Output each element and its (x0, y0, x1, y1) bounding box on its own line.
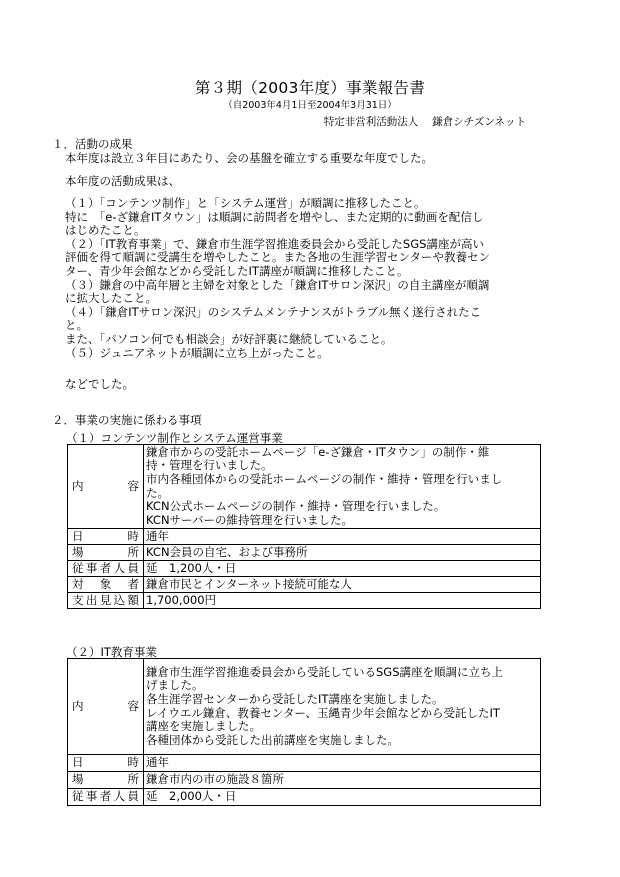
value-line: げました。 (146, 678, 204, 693)
report-title: 第３期（2003年度）事業報告書 (194, 79, 426, 97)
row-value (144, 659, 541, 755)
table-row (68, 593, 541, 609)
report-period: （自2003年4月1日至2004年3月31日） (223, 100, 397, 111)
it-education-table (67, 658, 541, 806)
achievement-line: と。 (65, 318, 88, 333)
row-label: 日 時 (68, 529, 144, 545)
achievement-line: に拡大したこと。 (65, 291, 157, 306)
organization-type: 特定非営利活動法人 (323, 116, 419, 128)
achievement-line: 評価を得て順調に受講生を増やしたこと。また各地の生涯学習センターや教養セン (65, 250, 491, 265)
table-row (68, 755, 541, 772)
value-line: レイウエル鎌倉、教養センター、玉縄青少年会館などから受託したIT (146, 705, 500, 720)
table-row (68, 772, 541, 789)
row-value: 1,700,000円 (144, 593, 541, 609)
row-label: 内 容 (68, 659, 144, 755)
table-row (68, 577, 541, 593)
achievement-line: （５）ジュニアネットが順調に立ち上がったこと。 (65, 345, 329, 360)
content-production-table (67, 444, 541, 609)
table2-caption: （２）IT教育事業 (66, 645, 157, 659)
table-row (68, 445, 541, 529)
achievement-list (65, 197, 490, 360)
section1-closing: などでした。 (65, 377, 134, 391)
row-label: 場 所 (68, 772, 144, 789)
row-value: 延 1,200人・日 (144, 561, 541, 577)
row-value (144, 445, 541, 529)
table-row (68, 529, 541, 545)
value-line: 講座を実施しました。 (146, 719, 261, 734)
value-line: 各種団体から受託した出前講座を実施しました。 (146, 732, 399, 747)
row-value: KCN会員の自宅、および事務所 (144, 545, 541, 561)
value-line: 鎌倉市生涯学習推進委員会から受託しているSGS講座を順調に立ち上 (146, 664, 504, 679)
value-line: た。 (146, 485, 169, 500)
table-row (68, 545, 541, 561)
row-value: 延 2,000人・日 (144, 789, 541, 806)
table-row (68, 561, 541, 577)
value-line: KCN公式ホームページの制作・維持・管理を行いました。 (146, 499, 446, 514)
table1-caption: （１）コンテンツ制作とシステム運営事業 (66, 431, 283, 445)
row-label: 支出見込額 (68, 593, 144, 609)
achievement-line: 特に 「e-ざ鎌倉ITタウン」は順調に訪問者を増やし、また定期的に動画を配信し (65, 209, 484, 224)
section1-intro: 本年度は設立３年目にあたり、会の基盤を確立する重要な年度でした。 (65, 151, 433, 165)
row-value: 鎌倉市内の市の施設８箇所 (144, 772, 541, 789)
table-row (68, 789, 541, 806)
achievement-line: （３）鎌倉の中高年層と主婦を対象とした「鎌倉ITサロン深沢」の自主講座が順調 (65, 277, 490, 292)
organization (324, 114, 526, 129)
value-line: 各生涯学習センターから受託したIT講座を実施しました。 (146, 691, 444, 706)
achievement-line: （２）「IT教育事業」で、鎌倉市生涯学習推進委員会から受託したSGS講座が高い (65, 236, 484, 251)
value-line: 持・管理を行いました。 (146, 458, 273, 473)
achievement-line: また、「パソコン何でも相談会」が好評裏に継続していること。 (65, 331, 393, 346)
row-value: 鎌倉市民とインターネット接続可能な人 (144, 577, 541, 593)
row-value: 通年 (144, 529, 541, 545)
section2-heading: ２．事業の実施に係わる事項 (52, 413, 202, 427)
row-label: 内 容 (68, 445, 144, 529)
value-line: 鎌倉市からの受託ホームページ「e-ざ鎌倉・ITタウン」の制作・維 (146, 444, 490, 459)
value-line: KCNサーバーの維持管理を行いました。 (146, 512, 353, 527)
achievement-line: ター、青少年会館などから受託したIT講座が順調に推移したこと。 (65, 263, 409, 278)
row-label: 場 所 (68, 545, 144, 561)
section1-lead: 本年度の活動成果は、 (65, 174, 180, 188)
achievement-line: （４）「鎌倉ITサロン深沢」のシステムメンテナンスがトラブル無く遂行されたこ (65, 304, 482, 319)
achievement-line: （１）「コンテンツ制作」と「システム運営」が順調に推移したこと。 (65, 196, 426, 210)
achievement-line: はじめたこと。 (65, 223, 146, 238)
row-value: 通年 (144, 755, 541, 772)
row-label: 日 時 (68, 755, 144, 772)
row-label: 従事者人員 (68, 789, 144, 806)
row-label: 従事者人員 (68, 561, 144, 577)
row-label: 対 象 者 (68, 577, 144, 593)
organization-name: 鎌倉シチズンネット (432, 116, 526, 128)
table-row (68, 659, 541, 755)
value-line: 市内各種団体からの受託ホームページの制作・維持・管理を行いまし (146, 471, 503, 486)
section1-heading: １．活動の成果 (52, 137, 133, 151)
